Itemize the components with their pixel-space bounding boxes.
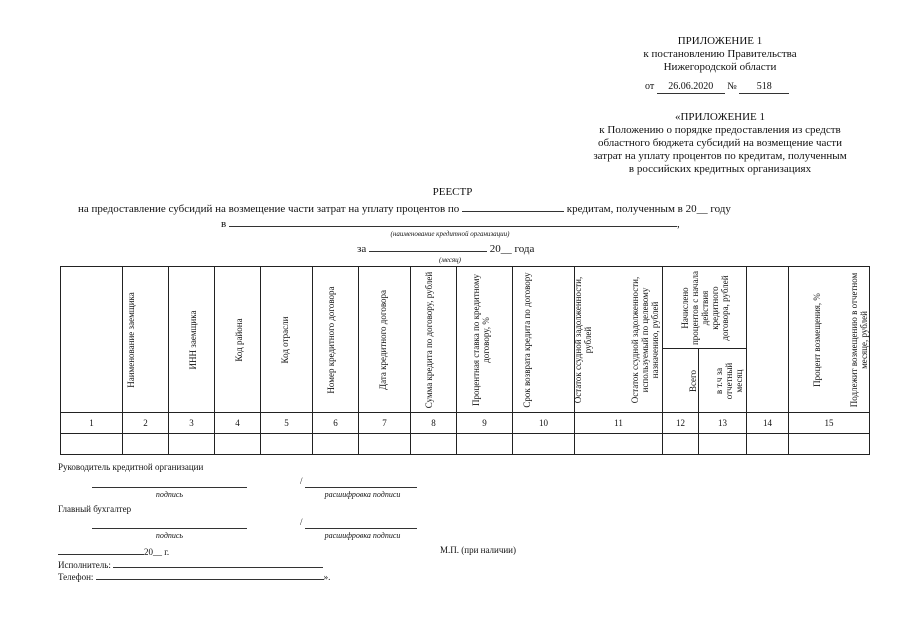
end-mark: ». [323, 572, 331, 582]
registry-title: РЕЕСТР [432, 186, 473, 198]
decode-line [305, 528, 417, 529]
header-cell: Код отрасли [215, 267, 261, 413]
accountant-label: Главный бухгалтер [58, 504, 132, 514]
column-number: 11 [575, 413, 663, 434]
from-label: от [645, 81, 655, 92]
table-cell [169, 434, 215, 455]
table-cell [61, 434, 123, 455]
bank-caption: (наименование кредитной организации) [390, 230, 510, 238]
executor-blank [113, 558, 323, 568]
number-label: № [727, 81, 737, 92]
decree-number: 518 [739, 81, 789, 94]
column-number: 3 [169, 413, 215, 434]
appendix-block [600, 35, 840, 74]
signature-line [92, 528, 247, 529]
header-cell: Остаток ссудной задолженности, используемый по целевому назначению, рублей [575, 267, 663, 413]
registry-table [60, 266, 870, 455]
header-cell: Начислено процентов с начала действия кредитного договора, рублей [663, 267, 747, 349]
header-cell: Наименование заемщика [61, 267, 123, 413]
table-cell [513, 434, 575, 455]
date-row [58, 545, 169, 558]
column-number: 6 [313, 413, 359, 434]
subtitle-text: на предоставление субсидий на возмещение части затрат на уплату процентов по [78, 203, 460, 215]
header-cell: Остаток ссудной задолженности, рублей [513, 267, 575, 413]
appendix-line: к Положению о порядке предоставления из средств [599, 124, 841, 136]
date-blank [58, 545, 144, 555]
sub-header-cell: в т.ч за отчетный месяц [699, 349, 747, 413]
bank-name-blank [229, 216, 677, 227]
month-row [357, 241, 534, 256]
table-cell [411, 434, 457, 455]
table-row [61, 434, 870, 455]
table-cell [123, 434, 169, 455]
column-number: 4 [215, 413, 261, 434]
table-cell [663, 434, 699, 455]
slash: / [300, 476, 303, 486]
table-cell [313, 434, 359, 455]
subtitle-text: кредитам, полученным в 20__ году [566, 203, 731, 215]
appendix-title: ПРИЛОЖЕНИЕ 1 [677, 35, 763, 47]
phone-blank [96, 570, 324, 580]
signature-caption: подпись [155, 531, 184, 540]
appendix-title: «ПРИЛОЖЕНИЕ 1 [674, 111, 766, 123]
stamp-label: М.П. (при наличии) [440, 545, 516, 555]
appendix-line: областного бюджета субсидий на возмещение части [597, 137, 843, 149]
appendix-regulation-block [560, 111, 880, 176]
signature-line [92, 487, 247, 488]
header-cell: Процентная ставка по кредитному договору, % [411, 267, 457, 413]
date-year: 20__ г. [144, 547, 170, 557]
month-caption: (месяц) [438, 256, 461, 264]
slash: / [300, 517, 303, 527]
sub-header-cell: Всего [663, 349, 699, 413]
table-cell [261, 434, 313, 455]
decode-caption: расшифровка подписи [324, 490, 401, 499]
signature-caption: подпись [155, 490, 184, 499]
header-cell: Номер кредитного договора [261, 267, 313, 413]
header-cell: Сумма кредита по договору, рублей [359, 267, 411, 413]
column-number: 13 [699, 413, 747, 434]
month-blank [369, 241, 487, 252]
appendix-line: к постановлению Правительства [643, 48, 797, 60]
header-cell: Срок возврата кредита по договору [457, 267, 513, 413]
registry-subtitle [78, 201, 731, 216]
column-number: 14 [747, 413, 789, 434]
appendix-line: затрат на уплату процентов по кредитам, полученным [593, 150, 847, 162]
table-cell [215, 434, 261, 455]
column-number: 12 [663, 413, 699, 434]
column-number: 9 [457, 413, 513, 434]
table-cell [359, 434, 411, 455]
header-cell: Подлежит возмещению в отчетном месяце, рублей [789, 267, 870, 413]
header-cell: Процент возмещения, % [747, 267, 789, 413]
decree-date: 26.06.2020 [657, 81, 725, 94]
bank-row [221, 216, 680, 231]
year-label: 20__ года [489, 243, 535, 255]
header-cell: Код района [169, 267, 215, 413]
table-cell [699, 434, 747, 455]
phone-label: Телефон: [58, 572, 94, 582]
column-number: 10 [513, 413, 575, 434]
appendix-line: Нижегородской области [663, 61, 777, 73]
column-number: 8 [411, 413, 457, 434]
column-number: 5 [261, 413, 313, 434]
header-cell: ИНН заемщика [123, 267, 169, 413]
column-number: 7 [359, 413, 411, 434]
phone-row [58, 570, 330, 583]
appendix-date-row [645, 81, 789, 94]
appendix-line: в российских кредитных организациях [628, 163, 812, 175]
column-number: 1 [61, 413, 123, 434]
head-label: Руководитель кредитной организации [58, 462, 204, 472]
table-cell [789, 434, 870, 455]
decode-caption: расшифровка подписи [324, 531, 401, 540]
executor-label: Исполнитель: [58, 560, 111, 570]
column-number: 15 [789, 413, 870, 434]
column-number: 2 [123, 413, 169, 434]
comma: , [676, 218, 680, 230]
table-cell [575, 434, 663, 455]
header-cell: Дата кредитного договора [313, 267, 359, 413]
in-label: в [221, 218, 227, 230]
credit-type-blank [462, 201, 564, 212]
table-cell [457, 434, 513, 455]
table-cell [747, 434, 789, 455]
decode-line [305, 487, 417, 488]
for-label: за [357, 243, 367, 255]
